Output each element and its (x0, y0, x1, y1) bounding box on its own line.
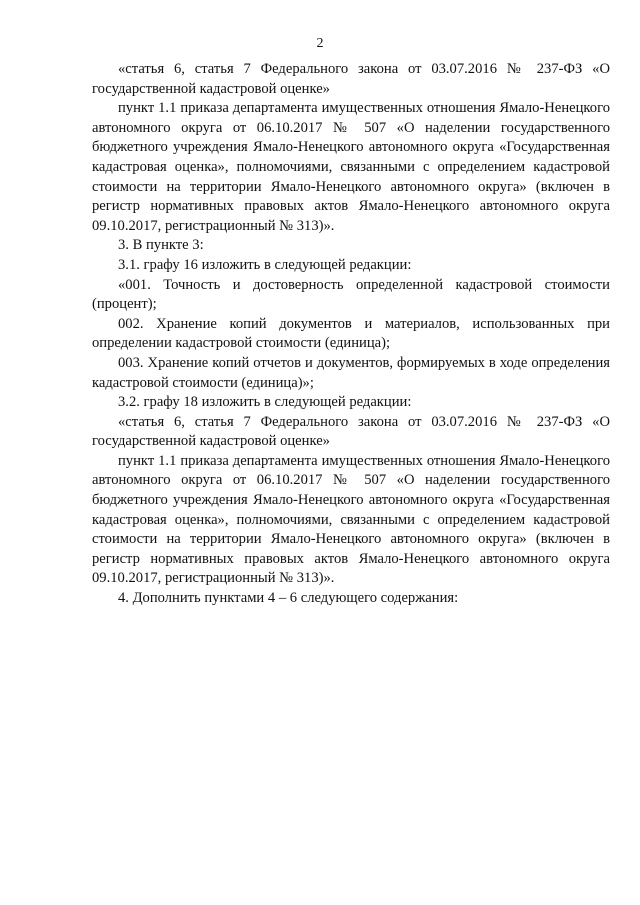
document-body (92, 60, 610, 609)
paragraph-item-3-2: 3.2. графу 18 изложить в следующей редакции: (118, 394, 412, 411)
paragraph-indicator-003: 003. Хранение копий отчетов и документов, формируемых в ходе определения кадастровой стоимости (единица)»; (92, 354, 610, 391)
paragraph-order-reference-2: пункт 1.1 приказа департамента имущественных отношения Ямало-Ненецкого автономного округа от 06.10.2017 № 507 «О наделении государственного бюджетного учреждения Ямало-Ненецкого автономного округа «Государственная кадастровая оценка», полномочиями, связанными с определением кадастровой стоимости на территории Ямало-Ненецкого автономного округа» (включен в регистр нормативных правовых актов Ямало-Ненецкого автономного округа 09.10.2017, регистрационный № 313)». (92, 452, 610, 587)
paragraph-legal-basis-1: «статья 6, статья 7 Федерального закона от 03.07.2016 № 237-ФЗ «О государственной кадастровой оценке» (92, 61, 610, 97)
paragraph-order-reference-1: пункт 1.1 приказа департамента имущественных отношения Ямало-Ненецкого автономного округа от 06.10.2017 № 507 «О наделении государственного бюджетного учреждения Ямало-Ненецкого автономного округа «Государственная кадастровая оценка», полномочиями, связанными с определением кадастровой стоимости на территории Ямало-Ненецкого автономного округа» (включен в регистр нормативных правовых актов Ямало-Ненецкого автономного округа 09.10.2017, регистрационный № 313)». (92, 100, 610, 234)
paragraph-legal-basis-2: «статья 6, статья 7 Федерального закона от 03.07.2016 № 237-ФЗ «О государственной кадастровой оценке» (92, 413, 610, 450)
paragraph-item-3-1: 3.1. графу 16 изложить в следующей редакции: (118, 256, 412, 273)
paragraph-item-4: 4. Дополнить пунктами 4 – 6 следующего содержания: (118, 590, 459, 607)
paragraph-indicator-001: «001. Точность и достоверность определенной кадастровой стоимости (процент); (92, 276, 610, 313)
paragraph-indicator-002: 002. Хранение копий документов и материалов, использованных при определении кадастровой стоимости (единица); (92, 315, 610, 352)
page-number: 2 (316, 36, 324, 51)
paragraph-item-3: 3. В пункте 3: (118, 237, 204, 254)
